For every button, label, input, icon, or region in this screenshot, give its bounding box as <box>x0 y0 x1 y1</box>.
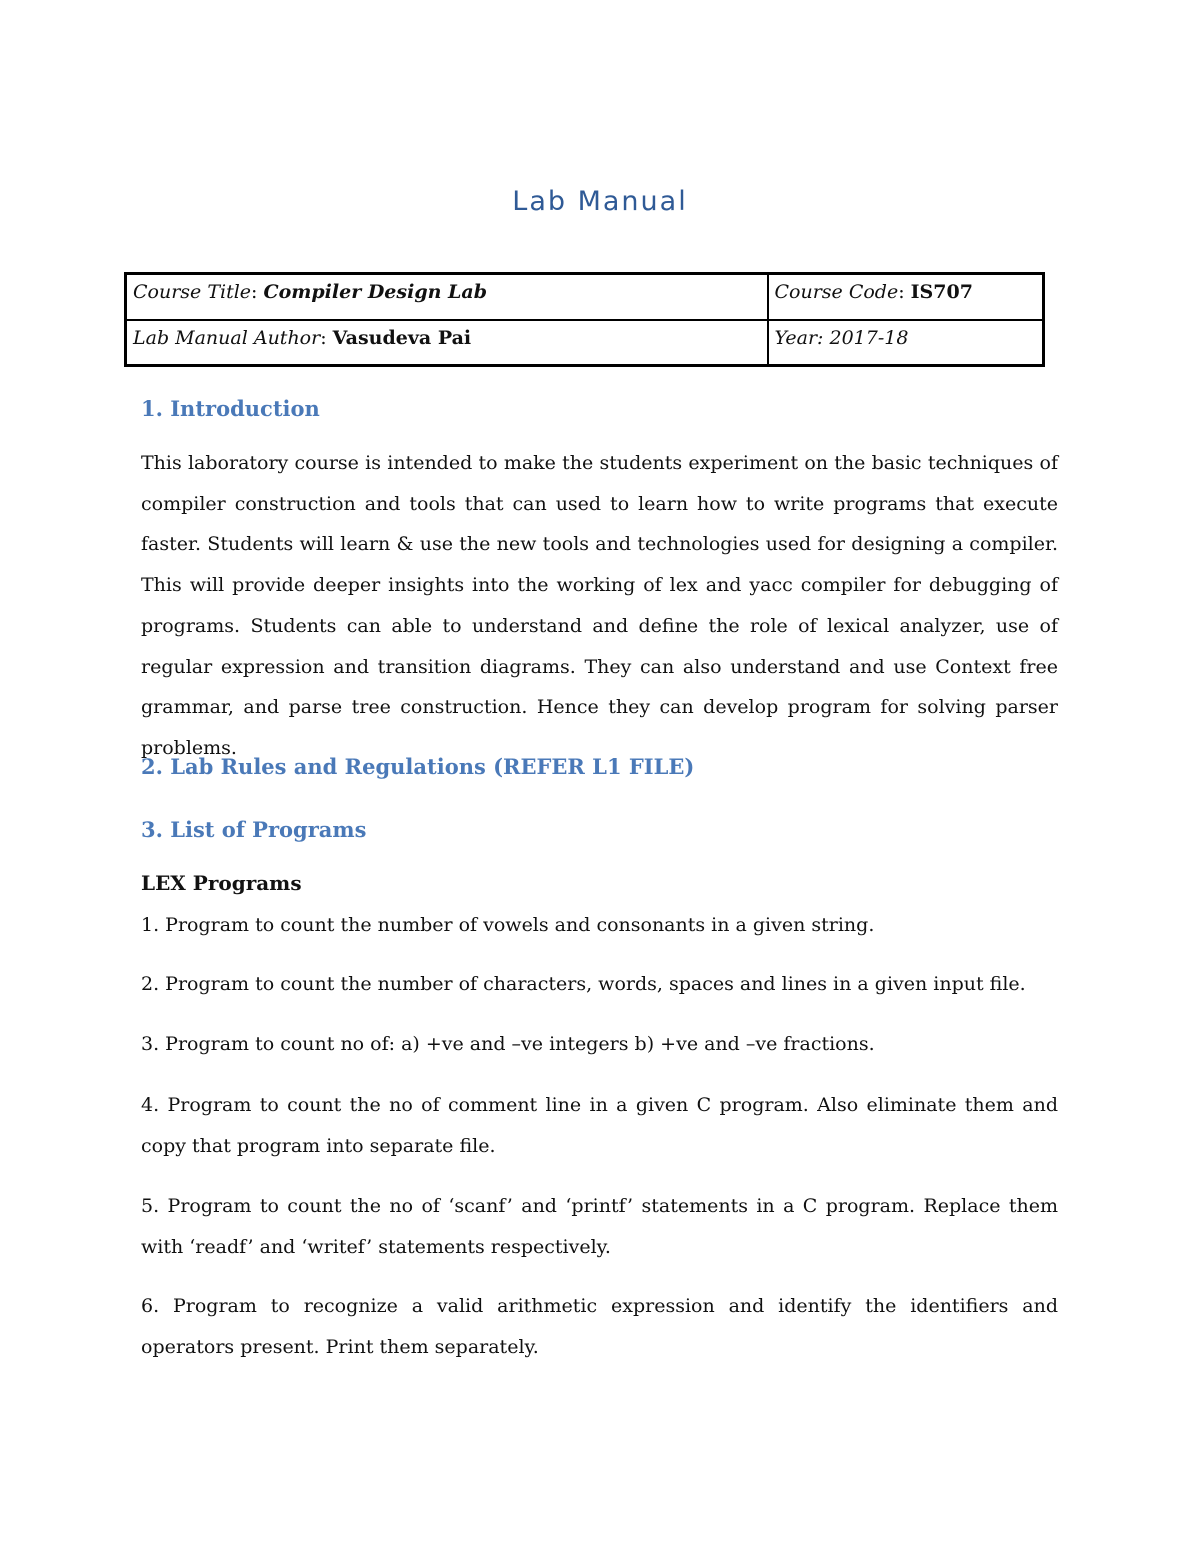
lex-programs-heading: LEX Programs <box>141 871 302 895</box>
separator: : <box>320 326 333 349</box>
author-value: Vasudeva Pai <box>332 326 472 349</box>
author-label: Lab Manual Author <box>133 326 321 349</box>
rules-heading: 2. Lab Rules and Regulations (REFER L1 FILE) <box>141 754 695 779</box>
course-code-label: Course Code <box>774 281 899 303</box>
author-cell <box>126 320 768 366</box>
course-code-value: IS707 <box>910 281 973 303</box>
document-title: Lab Manual <box>512 186 688 217</box>
programs-heading: 3. List of Programs <box>141 817 367 842</box>
course-code-cell <box>768 274 1044 320</box>
course-title-value: Compiler Design Lab <box>263 281 487 303</box>
year-label: Year <box>774 326 818 349</box>
course-title-label: Course Title <box>133 281 252 303</box>
list-item: 3. Program to count no of: a) +ve and –ve integers b) +ve and –ve fractions. <box>141 1033 875 1055</box>
year-value: 2017-18 <box>829 326 909 349</box>
course-title-cell <box>126 274 768 320</box>
intro-paragraph: This laboratory course is intended to make the students experiment on the basic techniques of compiler construction and tools that can used to learn how to write programs that execute faster. Students will learn & use the new tools and technologies used for designing a compiler. This will provide deeper insights into the working of lex and yacc compiler for debugging of programs. Students can able to understand and define the role of lexical analyzer, use of regular expression and transition diagrams. They can also understand and use Context free grammar, and parse tree construction. Hence they can develop program for solving parser problems. <box>141 452 1058 759</box>
separator: : <box>898 281 911 303</box>
course-info-table <box>124 272 1045 367</box>
year-cell <box>768 320 1044 366</box>
list-item: 2. Program to count the number of characters, words, spaces and lines in a given input file. <box>141 973 1026 995</box>
list-item: 6. Program to recognize a valid arithmetic expression and identify the identifiers and operators present. Print them separately. <box>141 1295 1058 1358</box>
list-item: 5. Program to count the no of ‘scanf’ and ‘printf’ statements in a C program. Replace them with ‘readf’ and ‘writef’ statements respectively. <box>141 1195 1058 1258</box>
list-item: 4. Program to count the no of comment line in a given C program. Also eliminate them and copy that program into separate file. <box>141 1094 1058 1157</box>
intro-heading: 1. Introduction <box>141 396 320 421</box>
list-item: 1. Program to count the number of vowels and consonants in a given string. <box>141 914 875 936</box>
separator: : <box>251 281 264 303</box>
table-row <box>126 320 1044 366</box>
separator: : <box>817 326 830 349</box>
table-row <box>126 274 1044 320</box>
